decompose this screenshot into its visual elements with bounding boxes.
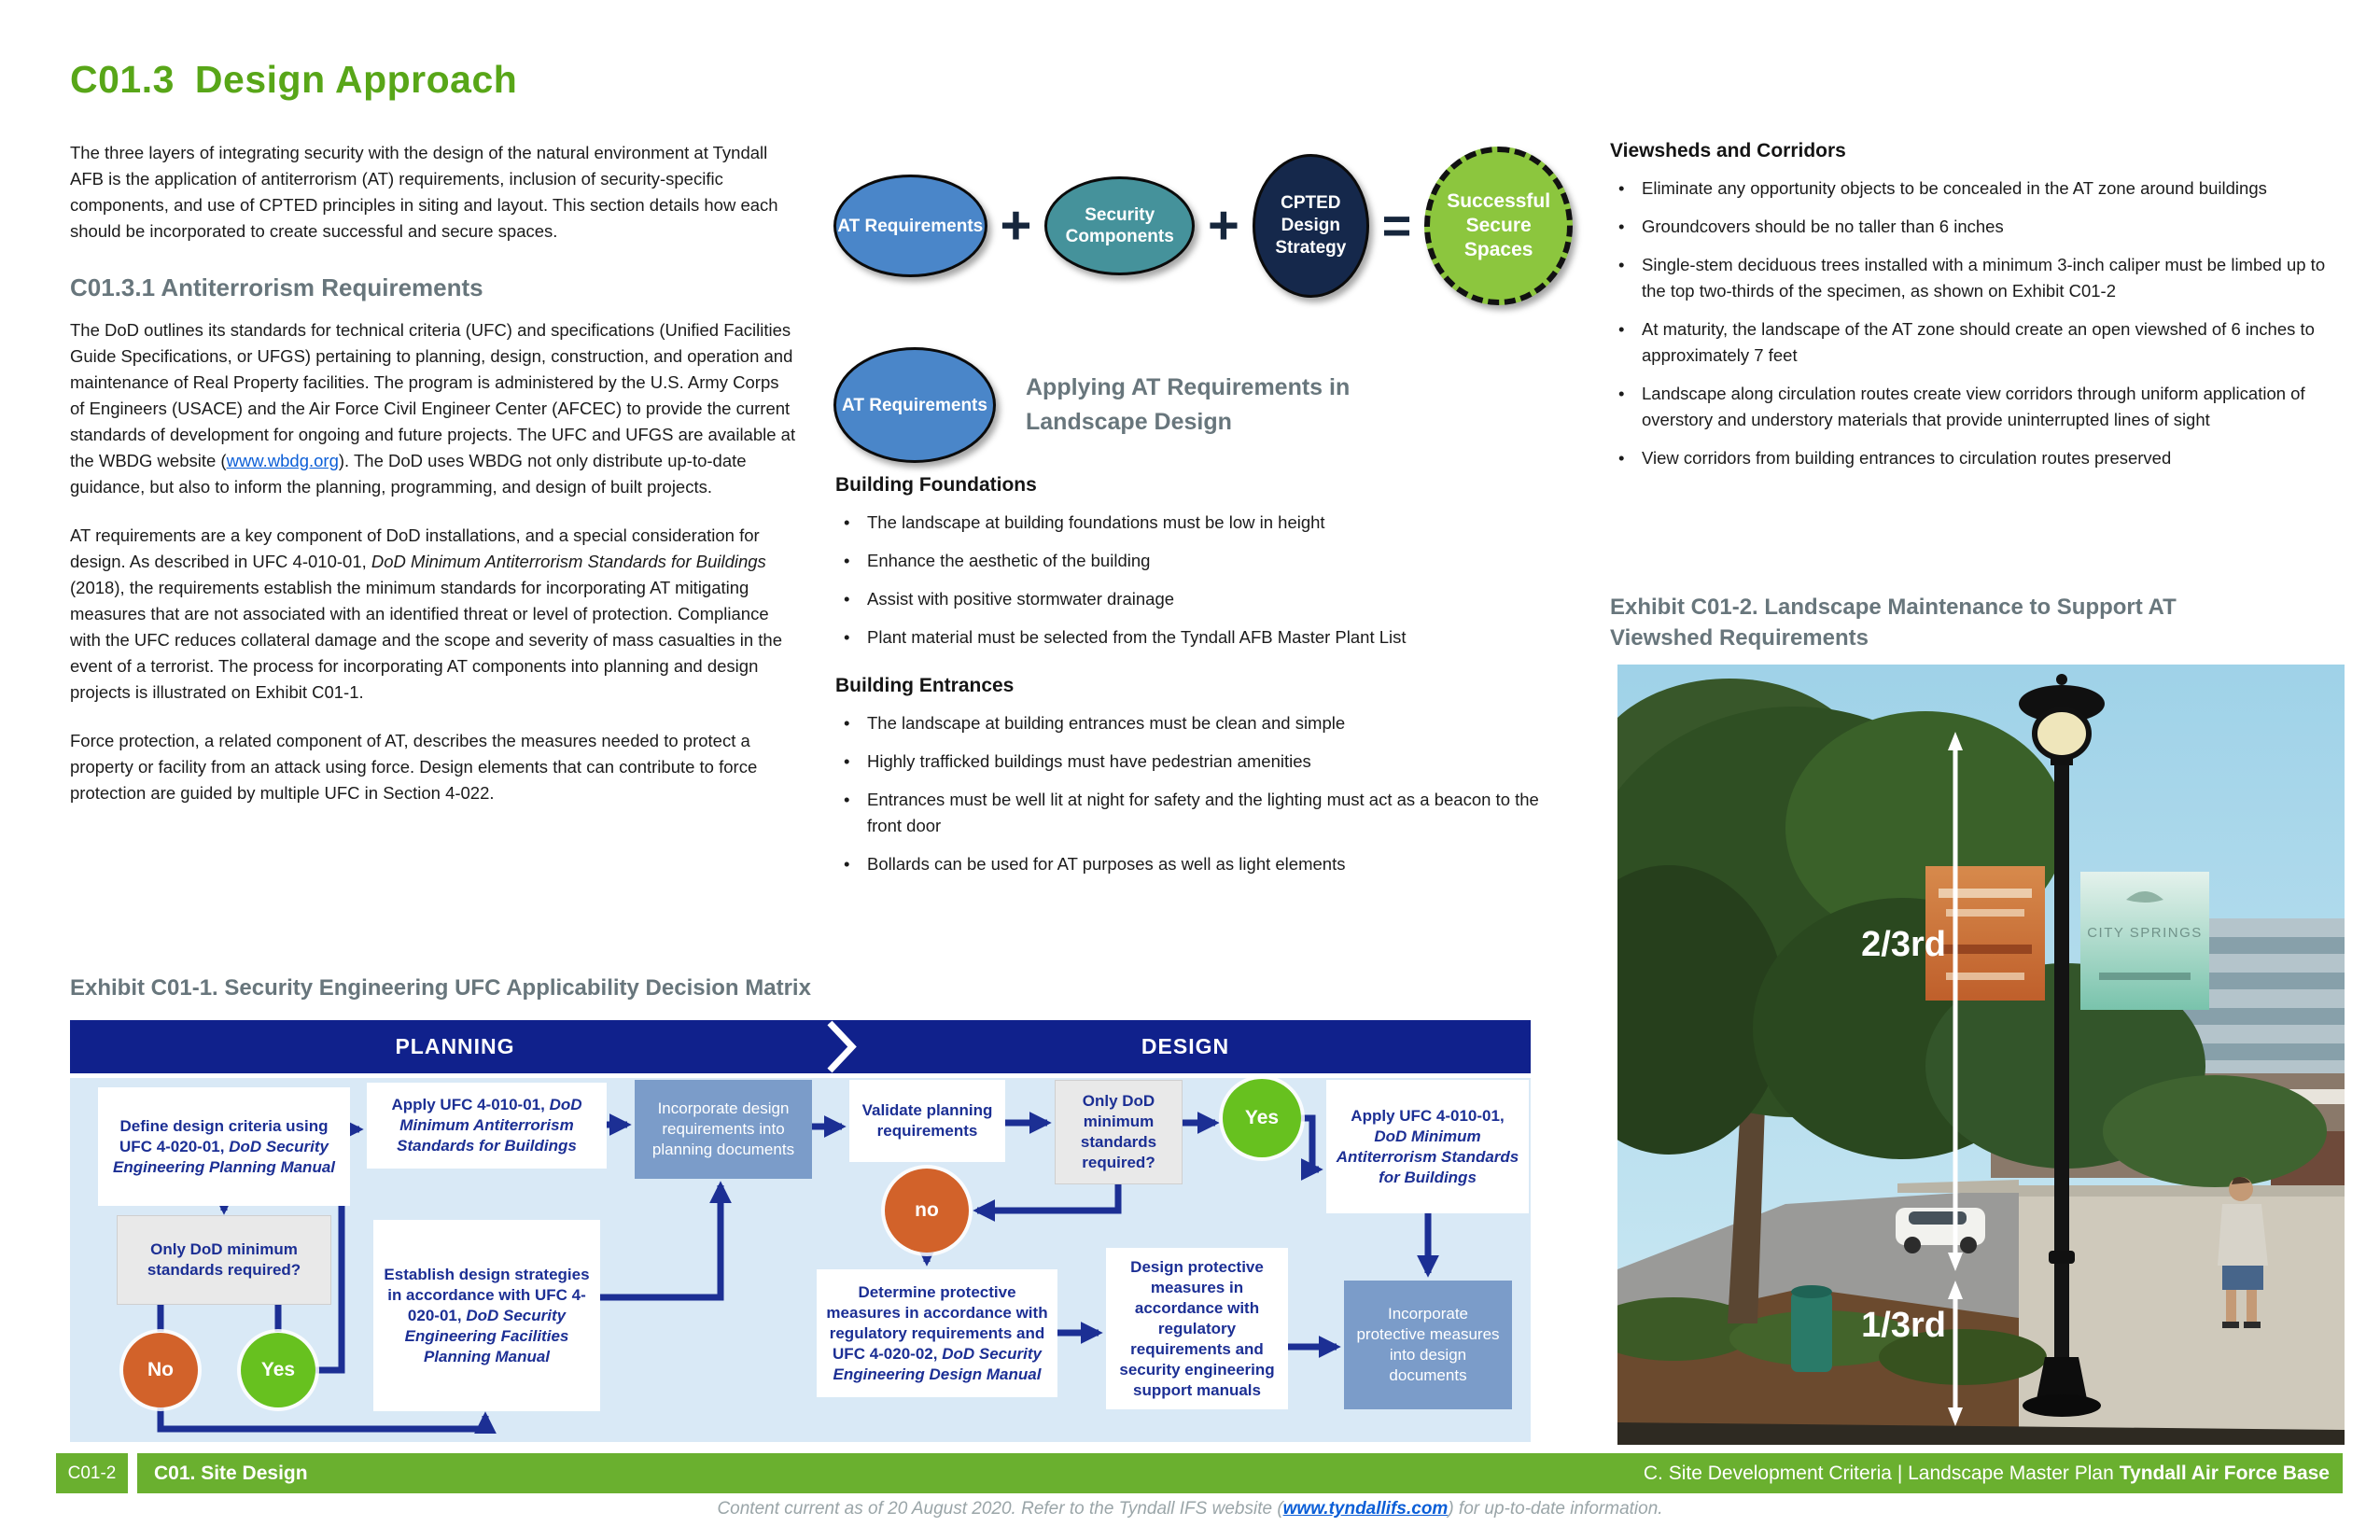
list-item: • The landscape at building foundations must be low in height bbox=[835, 510, 1561, 536]
page-title bbox=[70, 58, 517, 102]
exhibit2-title: Exhibit C01-2. Landscape Maintenance to Support AT Viewshed Requirements bbox=[1610, 595, 2177, 651]
exhibit2-photo bbox=[1617, 665, 2345, 1445]
list-item: • View corridors from building entrances to circulation routes preserved bbox=[1610, 445, 2343, 471]
flow-no-circle: No bbox=[123, 1333, 198, 1407]
list-item: • Landscape along circulation routes create view corridors through uniform application of overstory and understory materials that provide uninterrupted lines of sight bbox=[1610, 381, 2343, 433]
design-header: DESIGN bbox=[1141, 1034, 1230, 1058]
flow-apply-ufc-box-planning: Apply UFC 4-010-01, DoD Minimum Antiterrorism Standards for Buildings bbox=[367, 1083, 607, 1169]
list-item: • Eliminate any opportunity objects to be concealed in the AT zone around buildings bbox=[1610, 175, 2343, 202]
flowchart-header bbox=[70, 1020, 1531, 1073]
list-item: • Assist with positive stormwater drainage bbox=[835, 586, 1561, 612]
middle-lists bbox=[835, 474, 1561, 900]
foundations-list bbox=[835, 510, 1561, 651]
exhibit1-title: Exhibit C01-1. Security Engineering UFC Applicability Decision Matrix bbox=[70, 975, 811, 1001]
plus-sign: + bbox=[1208, 195, 1239, 256]
plus-sign: + bbox=[1000, 195, 1032, 256]
flow-only-minimum-box-2: Only DoD minimum standards required? bbox=[1055, 1080, 1183, 1184]
right-column bbox=[1610, 140, 2343, 494]
paragraph-at: AT requirements are a key component of DoD installations, and a special consideration for design. As described in UFC 4-010-01, DoD Minimum Antiterrorism Standards for Buildings (2018), the requirements establish the minimum standards for incorporating AT mitigating measures that are not associated with an identified threat or level of protection. Compliance with the UFC reduces collateral damage and the scope and severity of mass casualties in the event of a terrorist. The process for incorporating AT components into planning and design projects is illustrated on Exhibit C01-1. bbox=[70, 525, 783, 702]
entrances-list bbox=[835, 710, 1561, 877]
footer-bar bbox=[137, 1453, 2343, 1493]
flow-incorporate-planning-box: Incorporate design requirements into planning documents bbox=[635, 1080, 812, 1179]
left-column bbox=[70, 140, 796, 829]
equals-sign: = bbox=[1381, 198, 1412, 254]
viewsheds-heading: Viewsheds and Corridors bbox=[1610, 140, 1846, 161]
chevron-divider-icon bbox=[822, 1020, 861, 1073]
page-title-number: C01.3 bbox=[70, 58, 175, 101]
planning-header: PLANNING bbox=[395, 1034, 515, 1058]
flow-incorporate-design-box: Incorporate protective measures into design documents bbox=[1344, 1281, 1512, 1409]
two-thirds-label: 2/3rd bbox=[1861, 925, 1946, 964]
flow-yes-circle: Yes bbox=[241, 1333, 315, 1407]
photo-trash-can bbox=[1791, 1285, 1832, 1372]
successful-secure-spaces-circle: Successful Secure Spaces bbox=[1424, 147, 1573, 305]
flow-establish-box: Establish design strategies in accordance with UFC 4-020-01, DoD Security Engineering Facilities Planning Manual bbox=[373, 1220, 600, 1411]
viewsheds-list bbox=[1610, 175, 2343, 471]
security-equation-diagram bbox=[833, 138, 1573, 314]
tyndallifs-link[interactable]: www.tyndallifs.com bbox=[1282, 1499, 1449, 1519]
page-title-text: Design Approach bbox=[194, 58, 518, 101]
banner-text: CITY SPRINGS bbox=[2087, 925, 2203, 941]
intro-paragraph: The three layers of integrating security with the design of the natural environment at Tyndall AFB is the application of antiterrorism (AT) requirements, inclusion of security-specific components, and use of CPTED principles in siting and layout. This section details how each should be incorporated to create successful and secure spaces. bbox=[70, 143, 778, 241]
one-third-label: 1/3rd bbox=[1861, 1306, 1946, 1345]
flow-yes-circle-2: Yes bbox=[1223, 1079, 1301, 1157]
list-item: • At maturity, the landscape of the AT zone should create an open viewshed of 6 inches to approximately 7 feet bbox=[1610, 316, 2343, 369]
flow-define-box: Define design criteria using UFC 4-020-01, DoD Security Engineering Planning Manual bbox=[98, 1087, 350, 1206]
flow-only-minimum-box: Only DoD minimum standards required? bbox=[117, 1215, 331, 1305]
list-item: • Single-stem deciduous trees installed with a minimum 3-inch caliper must be limbed up to the top two-thirds of the specimen, as shown on Exhibit C01-2 bbox=[1610, 252, 2343, 304]
foundations-heading: Building Foundations bbox=[835, 474, 1037, 496]
footer-section-label: C01. Site Design bbox=[154, 1462, 308, 1484]
list-item: • The landscape at building entrances must be clean and simple bbox=[835, 710, 1561, 736]
paragraph-force-protection: Force protection, a related component of AT, describes the measures needed to protect a property or facility from an attack using force. Design elements that can contribute to force protection are guided by multiple UFC in Section 4-022. bbox=[70, 731, 758, 803]
entrances-heading: Building Entrances bbox=[835, 675, 1015, 696]
footer-right-label: C. Site Development Criteria | Landscape Master Plan Tyndall Air Force Base bbox=[1643, 1462, 2330, 1484]
cpted-design-strategy-ellipse: CPTED Design Strategy bbox=[1253, 154, 1369, 298]
applying-at-row bbox=[833, 347, 1561, 463]
flow-determine-box: Determine protective measures in accordance with regulatory requirements and UFC 4-020-02, DoD Security Engineering Design Manual bbox=[817, 1269, 1057, 1397]
list-item: • Groundcovers should be no taller than 6 inches bbox=[1610, 214, 2343, 240]
at-requirements-ellipse: AT Requirements bbox=[833, 175, 987, 277]
flowchart-panel bbox=[70, 1078, 1531, 1442]
security-components-ellipse: Security Components bbox=[1044, 176, 1195, 275]
footer-page-number: C01-2 bbox=[56, 1453, 128, 1493]
at-requirements-badge: AT Requirements bbox=[833, 347, 996, 463]
applying-heading: Applying AT Requirements in Landscape Design bbox=[1026, 374, 1351, 435]
flow-apply-ufc-box-design: Apply UFC 4-010-01, DoD Minimum Antiterrorism Standards for Buildings bbox=[1326, 1080, 1529, 1213]
list-item: • Entrances must be well lit at night for safety and the lighting must act as a beacon to the front door bbox=[835, 787, 1561, 839]
list-item: • Highly trafficked buildings must have pedestrian amenities bbox=[835, 749, 1561, 775]
wbdg-link[interactable]: www.wbdg.org bbox=[226, 451, 339, 470]
flow-validate-box: Validate planning requirements bbox=[849, 1080, 1005, 1162]
list-item: • Enhance the aesthetic of the building bbox=[835, 548, 1561, 574]
list-item: • Bollards can be used for AT purposes as well as light elements bbox=[835, 851, 1561, 877]
flow-no-circle-2: no bbox=[885, 1169, 969, 1253]
flow-design-protective-box: Design protective measures in accordance with regulatory requirements and security engineering support manuals bbox=[1106, 1248, 1288, 1409]
section-heading: C01.3.1 Antiterrorism Requirements bbox=[70, 273, 483, 301]
footer-note: Content current as of 20 August 2020. Refer to the Tyndall IFS website (www.tyndallifs.com) for up-to-date information. bbox=[717, 1499, 1663, 1519]
list-item: • Plant material must be selected from the Tyndall AFB Master Plant List bbox=[835, 624, 1561, 651]
paragraph-ufc: The DoD outlines its standards for technical criteria (UFC) and specifications (Unified Facilities Guide Specifications, or UFGS) pertaining to planning, design, construction, and operation and maintenance of Real Property facilities. The program is administered by the U.S. Army Corps of Engineers (USACE) and the Air Force Civil Engineer Center (AFCEC) to provide the current standards of development for ongoing and future projects. The UFC and UFGS are available at the WBDG website (www.wbdg.org). The DoD uses WBDG not only distribute up-to-date guidance, but also to inform the planning, programming, and design of built projects. bbox=[70, 320, 796, 497]
